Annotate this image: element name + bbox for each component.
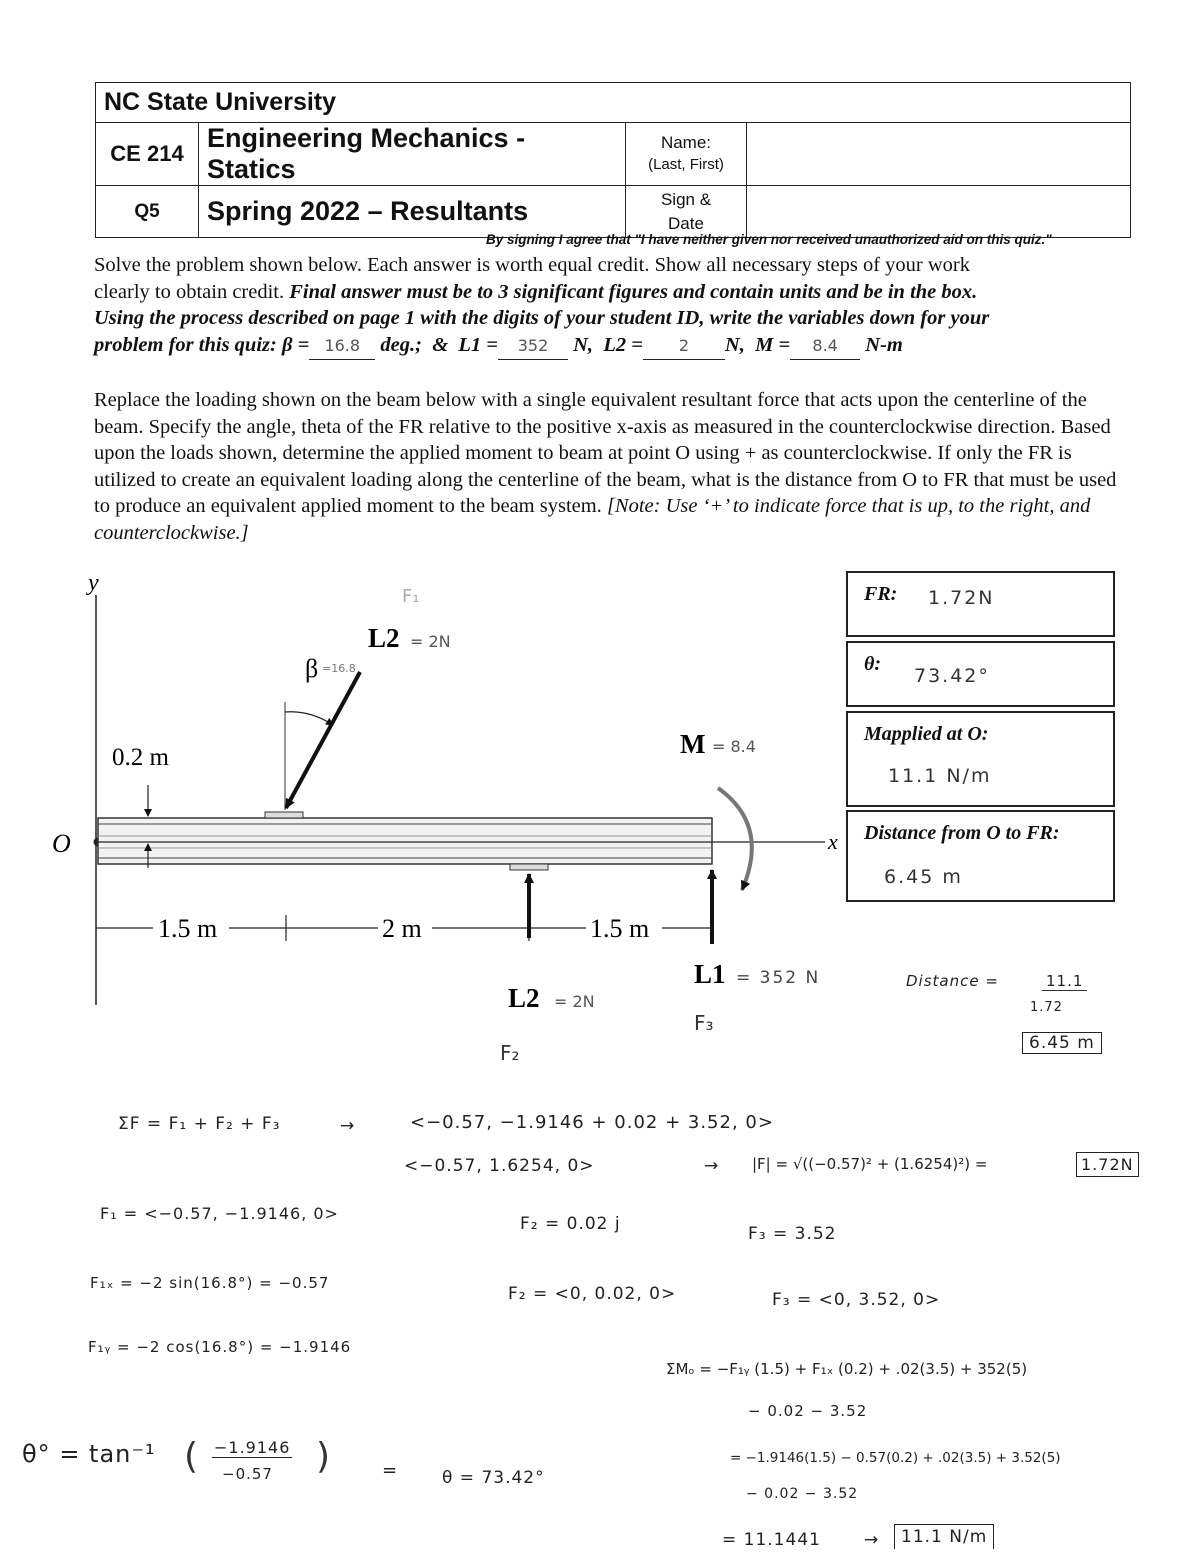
work-sum-moments-5: = 11.1441 xyxy=(722,1530,821,1550)
beta-note: =16.8 xyxy=(322,662,356,675)
theta-answer-label: θ: xyxy=(864,653,882,675)
honor-pledge: By signing I agree that "I have neither given nor received unauthorized aid on this quiz." xyxy=(486,232,1052,247)
l2-bottom-label: L2 xyxy=(508,983,540,1013)
instructions xyxy=(94,252,1124,360)
instructions-line-2 xyxy=(94,279,1124,306)
moment-answer-label: Mapplied at O: xyxy=(864,723,989,745)
work-f1: F₁ = <−0.57, −1.9146, 0> xyxy=(100,1204,339,1223)
work-distance-result: 6.45 m xyxy=(1022,1032,1102,1054)
work-sum-vector: <−0.57, −1.9146 + 0.02 + 3.52, 0> xyxy=(410,1112,774,1133)
l1-note: = 352 N xyxy=(736,968,821,988)
sign-label-sub: Date xyxy=(668,213,704,233)
distance-answer-value: 6.45 m xyxy=(884,866,963,888)
ampersand: & xyxy=(432,333,449,356)
l2-top-label: L2 xyxy=(368,623,400,653)
problem-note: [Note: Use ‘+’ to indicate force that is up, to the right, and counterclockwise.] xyxy=(94,495,1091,544)
instructions-line-2-plain: clearly to obtain credit. xyxy=(94,280,290,303)
moment-note: = 8.4 xyxy=(712,737,756,756)
university-name: NC State University xyxy=(96,83,1131,123)
work-sum-moments-2: − 0.02 − 3.52 xyxy=(748,1402,868,1420)
beam xyxy=(98,818,712,864)
fr-answer-box[interactable] xyxy=(846,571,1115,637)
moment-arrow xyxy=(718,788,752,890)
instructions-line-2-bold: Final answer must be to 3 significant figures and contain units and be in the box. xyxy=(289,280,978,303)
work-arrow-3: → xyxy=(864,1530,880,1550)
beta-label: β = xyxy=(281,333,310,356)
work-f2: F₂ = 0.02 j xyxy=(520,1214,621,1234)
m-field[interactable]: 8.4 xyxy=(790,333,860,361)
l1-label: L1 xyxy=(694,959,726,989)
moment-answer-box[interactable] xyxy=(846,711,1115,807)
beta-unit: deg.; xyxy=(380,333,422,356)
course-code: CE 214 xyxy=(96,123,199,186)
moment-answer-value: 11.1 N/m xyxy=(888,765,992,787)
quiz-title: Spring 2022 – Resultants xyxy=(199,186,626,238)
l2-top-note: = 2N xyxy=(410,632,451,651)
instructions-line-3: Using the process described on page 1 with the digits of your student ID, write the variables down for your xyxy=(94,307,990,329)
variables-prefix: problem for this quiz: xyxy=(94,333,277,356)
top-plate xyxy=(265,812,303,818)
sign-label-main: Sign & xyxy=(660,189,712,209)
dimension-2: 2 m xyxy=(382,914,422,943)
fr-answer-value: 1.72N xyxy=(928,587,995,609)
l1-field[interactable]: 352 xyxy=(498,333,568,361)
work-theta-numerator: −1.9146 xyxy=(214,1438,291,1457)
work-distance-denominator: 1.72 xyxy=(1030,1000,1063,1015)
f3-note: F₃ xyxy=(694,1011,714,1035)
beta-symbol: β xyxy=(305,654,319,683)
instructions-line-1: Solve the problem shown below. Each answer is worth equal credit. Show all necessary steps of your work xyxy=(94,254,970,276)
theta-answer-value: 73.42° xyxy=(914,665,990,687)
work-sum-forces: ΣF = F₁ + F₂ + F₃ xyxy=(118,1114,281,1134)
name-label-main: Name: xyxy=(660,133,712,152)
origin-label: O xyxy=(52,829,71,858)
course-title: Engineering Mechanics - Statics xyxy=(199,123,626,186)
name-label xyxy=(626,123,747,186)
l2-unit: N, xyxy=(724,333,745,356)
work-distance-eq: Distance = xyxy=(906,972,999,990)
work-sum-moments-result: 11.1 N/m xyxy=(894,1524,994,1549)
work-magnitude-result: 1.72N xyxy=(1076,1152,1139,1177)
height-dimension-label: 0.2 m xyxy=(112,744,169,771)
l1-label: L1 = xyxy=(458,333,498,356)
instructions-line-4 xyxy=(94,332,1124,361)
beta-field[interactable]: 16.8 xyxy=(309,333,375,361)
work-sum-moments-3: = −1.9146(1.5) − 0.57(0.2) + .02(3.5) + 3.52(5) xyxy=(730,1450,1061,1466)
work-arrow-1: → xyxy=(340,1116,356,1136)
l2-field[interactable]: 2 xyxy=(643,333,725,361)
dimension-3: 1.5 m xyxy=(590,914,650,943)
work-magnitude: |F| = √((−0.57)² + (1.6254)²) = xyxy=(752,1155,988,1173)
work-f3-vector: F₃ = <0, 3.52, 0> xyxy=(772,1290,941,1310)
work-theta-denominator: −0.57 xyxy=(222,1465,273,1483)
work-sum-moments-4: − 0.02 − 3.52 xyxy=(746,1486,859,1502)
l2-label: L2 = xyxy=(603,333,643,356)
f2-note: F₂ xyxy=(500,1041,520,1065)
name-field[interactable] xyxy=(747,123,1131,186)
work-f1x: F₁ₓ = −2 sin(16.8°) = −0.57 xyxy=(90,1274,330,1292)
sign-label xyxy=(626,186,747,238)
f1-note: F₁ xyxy=(402,586,420,607)
quiz-code: Q5 xyxy=(96,186,199,238)
dimension-1: 1.5 m xyxy=(158,914,218,943)
work-distance-numerator: 11.1 xyxy=(1042,972,1087,991)
l2-bottom-note: = 2N xyxy=(554,992,595,1011)
header-table xyxy=(95,82,1131,238)
bottom-plate xyxy=(510,864,548,870)
m-label: M = xyxy=(755,333,791,356)
work-f2-vector: F₂ = <0, 0.02, 0> xyxy=(508,1284,677,1304)
work-theta-result: θ = 73.42° xyxy=(442,1468,545,1488)
problem-statement xyxy=(94,387,1124,546)
l1-unit: N, xyxy=(573,333,594,356)
l2-angled-force-arrow xyxy=(286,672,360,808)
x-axis-label: x xyxy=(828,829,838,854)
m-unit: N-m xyxy=(865,333,903,356)
problem-text: Replace the loading shown on the beam below with a single equivalent resultant force that acts upon the centerline of the beam. Specify the angle, theta of the FR relative to the positive x-axis as measured in the counterclockwise direction. Based upon the loads shown, determine the applied moment to beam at point O using + as counterclockwise. If only the FR is utilized to create an equivalent loading along the centerline of the beam, what is the distance from O to FR that must be used to produce an equivalent applied moment to the beam system. xyxy=(94,389,1117,517)
work-f3: F₃ = 3.52 xyxy=(748,1224,837,1244)
beta-arc xyxy=(285,712,333,725)
moment-label: M xyxy=(680,729,706,759)
distance-answer-label: Distance from O to FR: xyxy=(864,822,1060,844)
work-theta-lhs: θ° = tan⁻¹ xyxy=(22,1440,156,1468)
theta-answer-box[interactable] xyxy=(846,641,1115,707)
work-theta-equals: = xyxy=(382,1460,399,1481)
fr-answer-label: FR: xyxy=(864,583,898,605)
y-axis-label: y xyxy=(88,570,99,596)
distance-answer-box[interactable] xyxy=(846,810,1115,902)
sign-field[interactable] xyxy=(747,186,1131,238)
work-f1y: F₁ᵧ = −2 cos(16.8°) = −1.9146 xyxy=(88,1338,352,1356)
work-sum-moments-1: ΣMₒ = −F₁ᵧ (1.5) + F₁ₓ (0.2) + .02(3.5) + 352(5) xyxy=(666,1360,1028,1378)
work-sum-vector-2: <−0.57, 1.6254, 0> xyxy=(404,1156,595,1176)
name-label-sub: (Last, First) xyxy=(648,156,724,173)
work-arrow-2: → xyxy=(704,1156,720,1176)
